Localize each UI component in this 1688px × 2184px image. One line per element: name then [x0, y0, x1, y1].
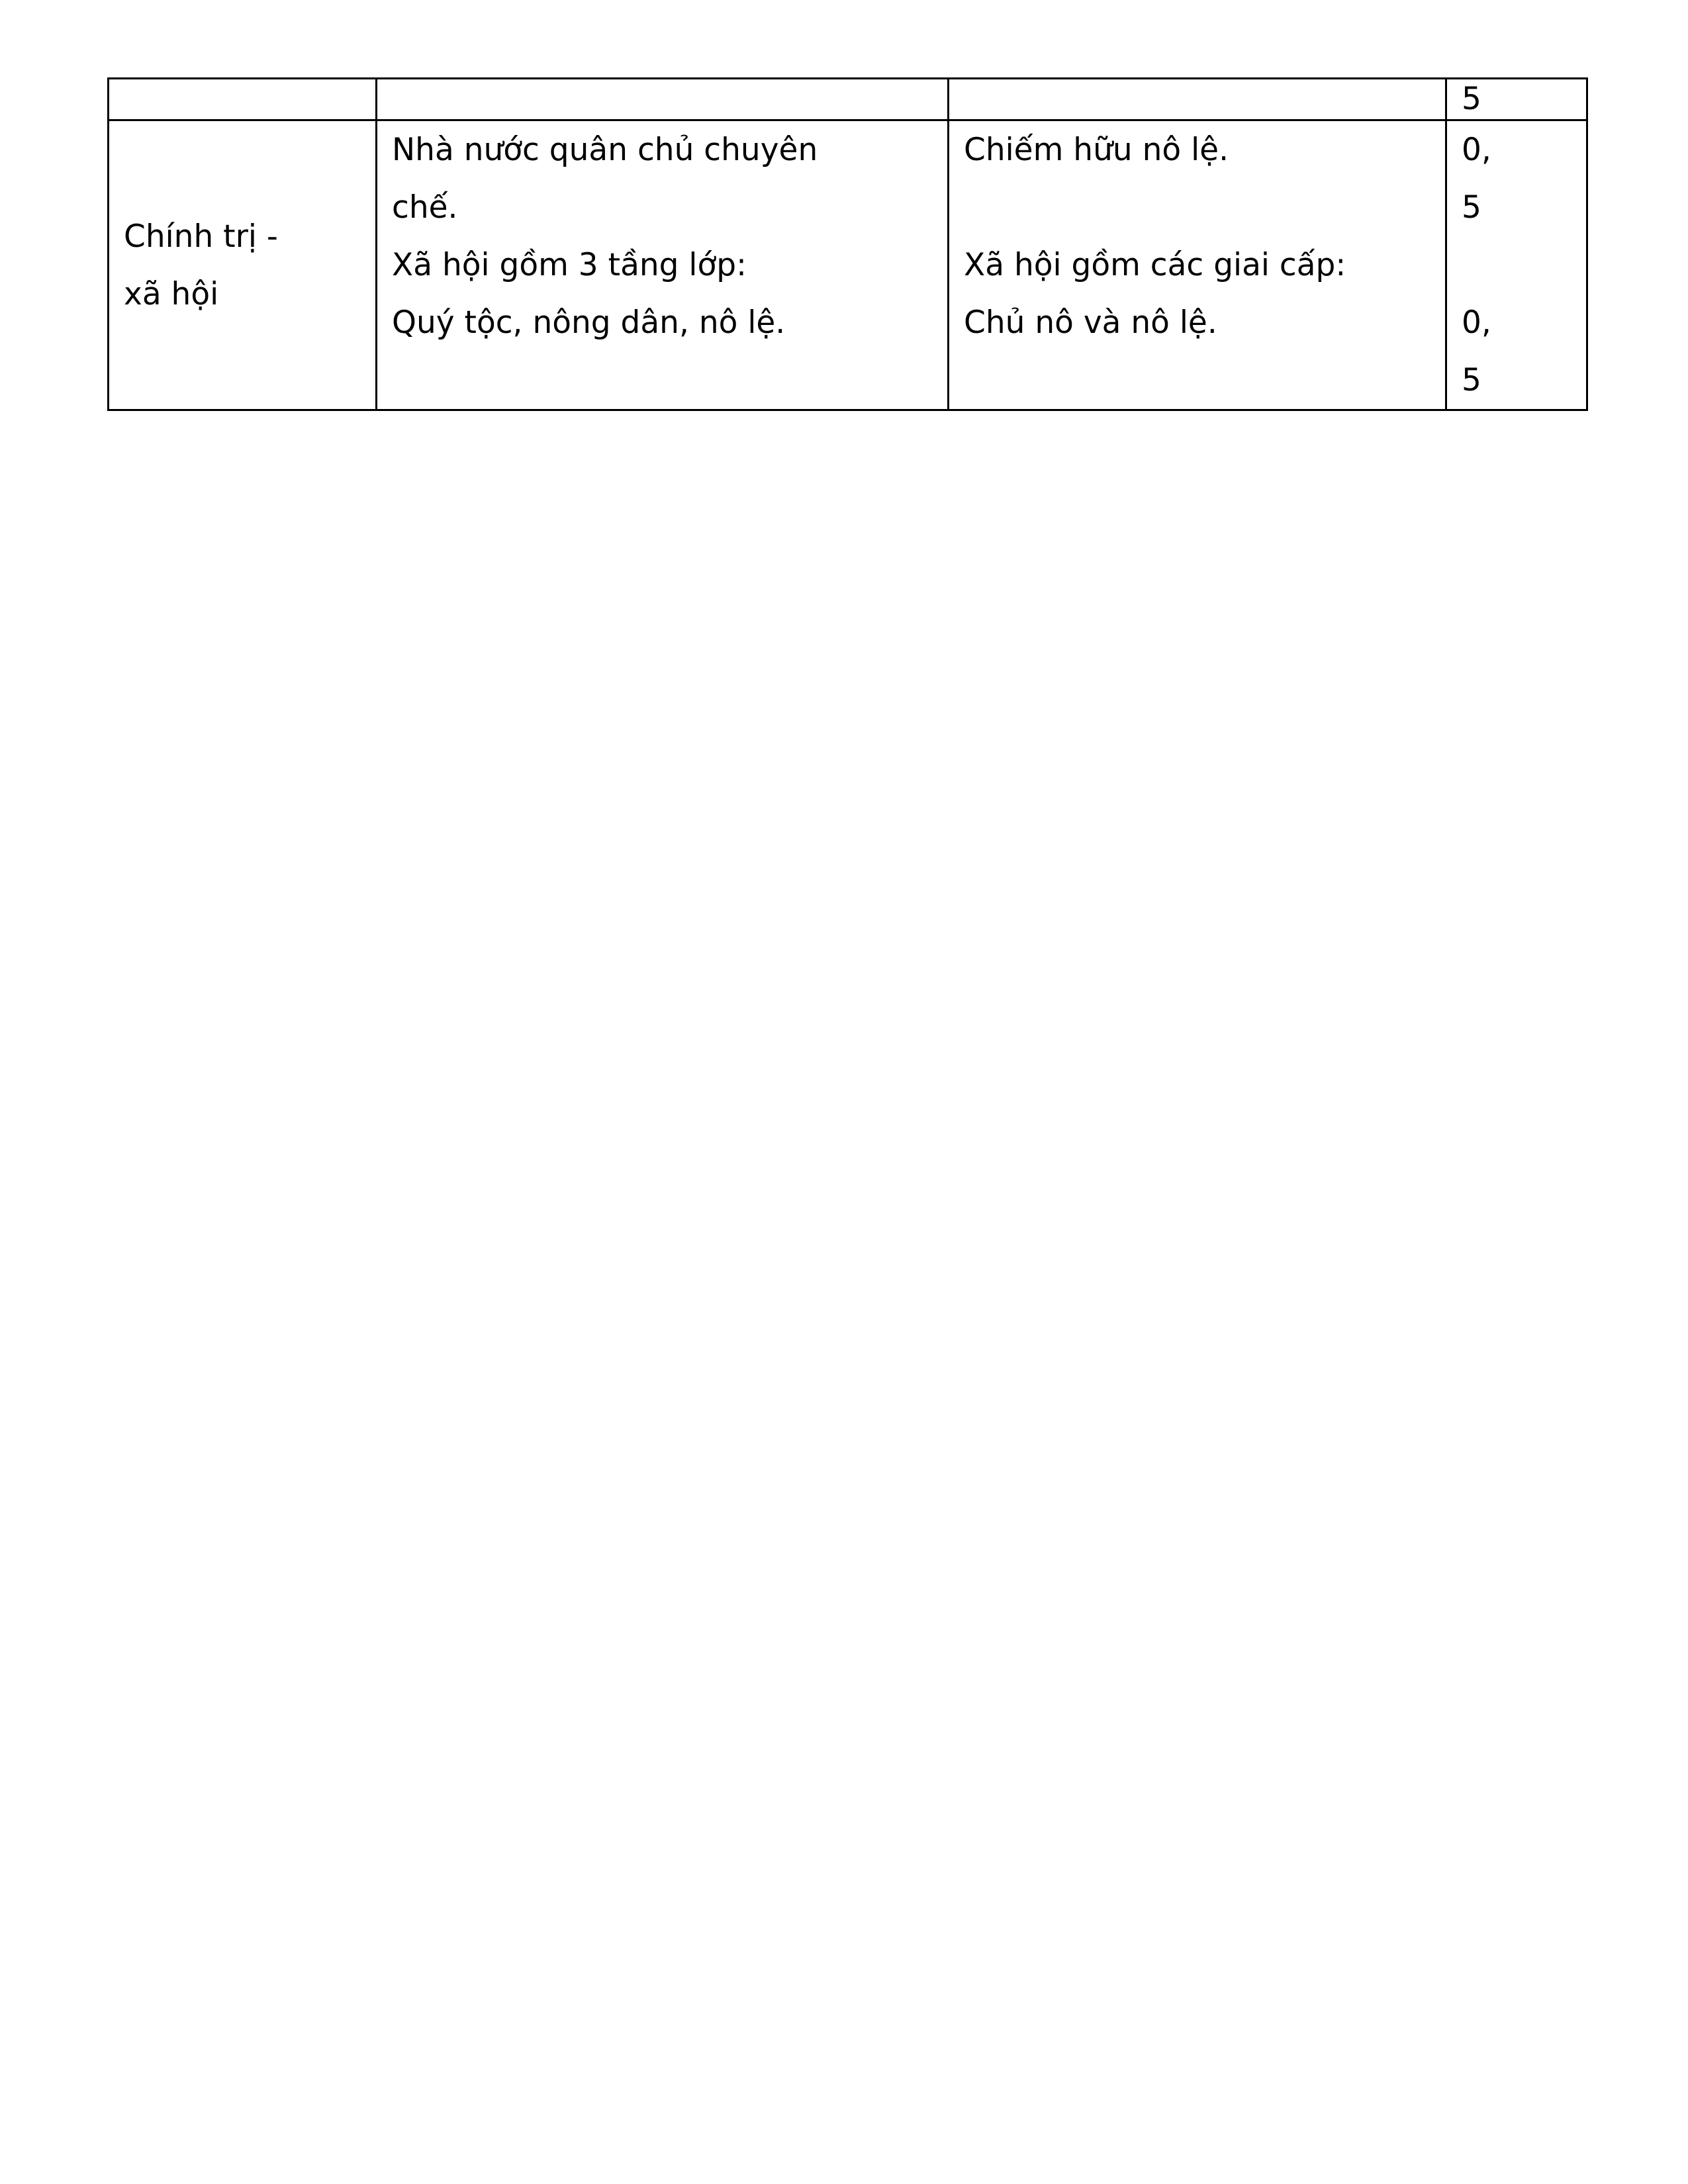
score-text: 5	[1462, 81, 1481, 117]
state-society-cell-left	[377, 120, 949, 410]
table-cell-empty	[949, 79, 1446, 120]
score-cell	[1446, 79, 1587, 120]
table-row	[109, 79, 1587, 120]
state-society-cell-right	[949, 120, 1446, 410]
score-text: 5	[1462, 189, 1481, 226]
score-text: 0,	[1462, 132, 1491, 168]
row-label-line: xã hội	[124, 275, 219, 312]
score-text: 5	[1462, 362, 1481, 398]
table-row	[109, 120, 1587, 410]
comparison-table	[107, 77, 1588, 411]
cell-text-line: Nhà nước quân chủ chuyên	[392, 132, 818, 168]
row-label-line: Chính trị -	[124, 218, 278, 255]
row-label-cell	[109, 120, 377, 410]
table-cell-empty	[377, 79, 949, 120]
cell-text-line: Xã hội gồm 3 tầng lớp:	[392, 247, 747, 283]
cell-text-line: Chủ nô và nô lệ.	[964, 304, 1217, 341]
cell-text-line: Xã hội gồm các giai cấp:	[964, 247, 1346, 283]
cell-text-line: chế.	[392, 189, 458, 226]
cell-text-line: Chiếm hữu nô lệ.	[964, 132, 1229, 168]
blank-line	[1462, 236, 1571, 294]
table-cell-empty	[109, 79, 377, 120]
cell-text-line: Quý tộc, nông dân, nô lệ.	[392, 304, 786, 341]
score-cell	[1446, 120, 1587, 410]
score-text: 0,	[1462, 304, 1491, 341]
blank-line	[964, 179, 1430, 236]
